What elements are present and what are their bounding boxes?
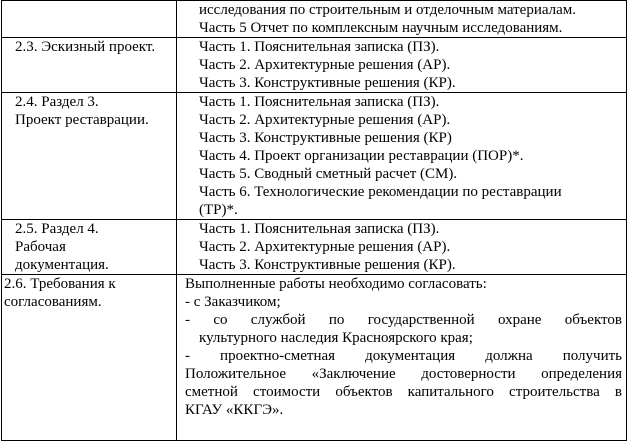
contents-cell xyxy=(177,93,627,220)
table-row xyxy=(2,275,627,441)
section-title: Рабочая xyxy=(15,239,66,255)
table-row xyxy=(2,1,627,38)
contents-cell xyxy=(177,1,627,38)
content-line: - с Заказчиком; xyxy=(185,294,281,310)
section-title: 2.3. Эскизный проект. xyxy=(15,39,156,55)
content-line: (ТР)*. xyxy=(199,202,238,218)
section-cell xyxy=(2,1,177,38)
table-row xyxy=(2,38,627,93)
content-line: культурного наследия Красноярского края; xyxy=(199,330,473,346)
section-title: 2.4. Раздел 3. xyxy=(15,94,99,110)
section-cell xyxy=(2,275,177,441)
section-cell xyxy=(2,93,177,220)
section-cell xyxy=(2,38,177,93)
content-line: Часть 4. Проект организации реставрации (ПОР)*. xyxy=(199,148,524,164)
content-line: Часть 3. Конструктивные решения (КР) xyxy=(199,130,452,146)
contents-cell xyxy=(177,38,627,93)
content-line: - проектно-сметная документация должна получить xyxy=(185,348,622,364)
content-line: Часть 1. Пояснительная записка (ПЗ). xyxy=(199,94,440,110)
content-line: Часть 1. Пояснительная записка (ПЗ). xyxy=(199,221,440,237)
table-row xyxy=(2,93,627,220)
section-title: согласованиям. xyxy=(4,294,102,310)
section-title: Проект реставрации. xyxy=(15,112,149,128)
content-line: Часть 2. Архитектурные решения (АР). xyxy=(199,112,451,128)
content-line: КГАУ «ККГЭ». xyxy=(185,402,284,418)
content-line: Часть 1. Пояснительная записка (ПЗ). xyxy=(199,39,440,55)
contents-cell xyxy=(177,275,627,441)
section-title: 2.6. Требования к xyxy=(4,276,116,292)
content-line: Часть 6. Технологические рекомендации по реставрации xyxy=(199,184,562,200)
section-title: 2.5. Раздел 4. xyxy=(15,221,99,237)
content-line: Положительное «Заключение достоверности определения xyxy=(185,366,622,382)
content-line: Часть 3. Конструктивные решения (КР). xyxy=(199,75,456,91)
section-title: документация. xyxy=(15,257,109,273)
content-line: Часть 2. Архитектурные решения (АР). xyxy=(199,239,451,255)
content-line: Выполненные работы необходимо согласовать: xyxy=(185,276,487,292)
content-line: Часть 5 Отчет по комплексным научным исследованиям. xyxy=(199,20,563,36)
content-line: сметной стоимости объектов капитального строительства в xyxy=(185,384,622,400)
content-line: исследования по строительным и отделочным материалам. xyxy=(199,2,577,18)
content-line: Часть 3. Конструктивные решения (КР). xyxy=(199,257,456,273)
requirements-table xyxy=(1,0,627,441)
content-line: - со службой по государственной охране объектов xyxy=(185,312,622,328)
table-row xyxy=(2,220,627,275)
content-line: Часть 2. Архитектурные решения (АР). xyxy=(199,57,451,73)
contents-cell xyxy=(177,220,627,275)
section-cell xyxy=(2,220,177,275)
content-line: Часть 5. Сводный сметный расчет (СМ). xyxy=(199,166,458,182)
